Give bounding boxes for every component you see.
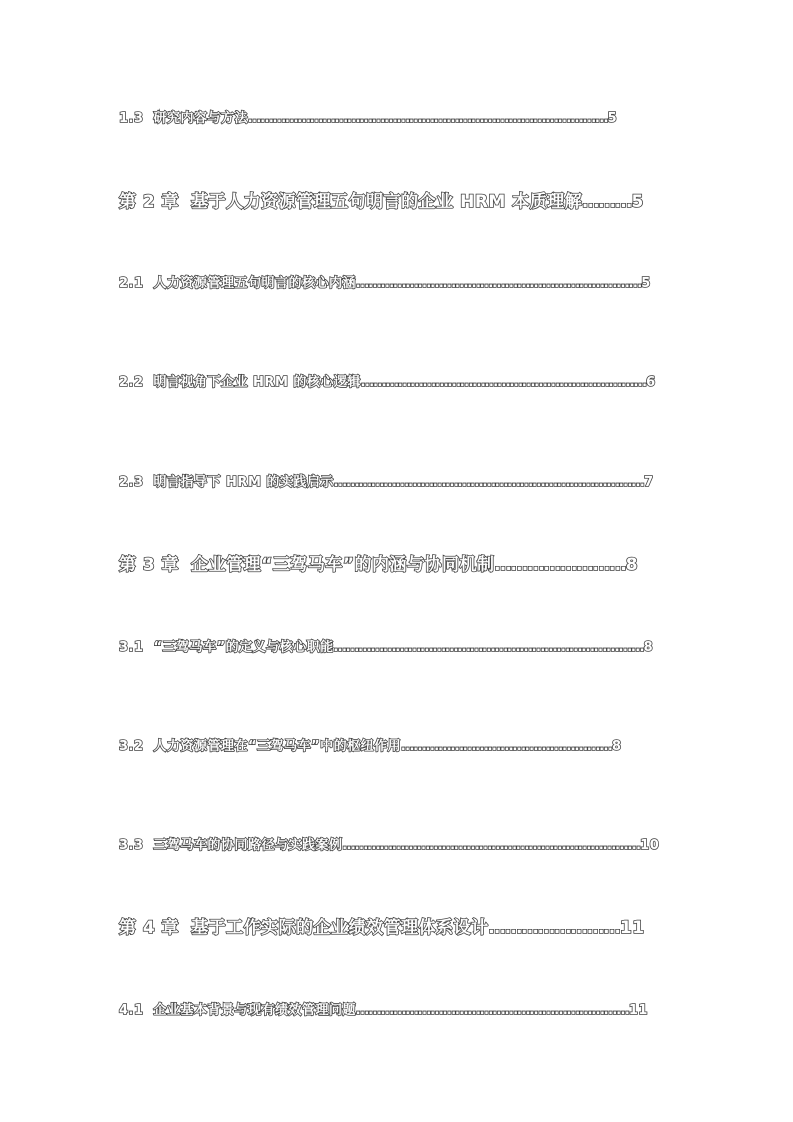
- toc-entry-3-2[interactable]: [119, 735, 621, 754]
- toc-entry-title: 企业管理“三驾马车”的内涵与协同机制: [191, 555, 495, 575]
- toc-entry-title: 企业基本背景与现有绩效管理问题: [153, 1003, 357, 1018]
- toc-entry-leader: ……………………………………………………………………………: [248, 111, 608, 126]
- toc-entry-leader: ……………………………………………………………: [360, 375, 647, 390]
- toc-entry-number: 2.3: [119, 475, 144, 490]
- toc-entry-title: 人力资源管理五句明言的核心内涵: [153, 276, 357, 291]
- toc-entry-number: 第 3 章: [119, 555, 180, 575]
- toc-entry-leader: ……………………………………………………………: [356, 276, 642, 291]
- toc-entry-2-2[interactable]: [119, 371, 656, 390]
- toc-entry-title: 明言指导下 HRM 的实践启示: [153, 475, 334, 490]
- toc-entry-number: 3.3: [119, 838, 144, 853]
- toc-entry-title: 人力资源管理在“三驾马车”中的枢纽作用: [153, 739, 402, 754]
- toc-entry-4-1[interactable]: [119, 999, 648, 1018]
- toc-entry-title: “三驾马车”的定义与核心职能: [153, 640, 334, 655]
- toc-entry-leader: …………………………………………………………………: [333, 475, 644, 490]
- toc-entry-page: 8: [643, 640, 654, 655]
- toc-entry-title: 基于工作实际的企业绩效管理体系设计: [191, 918, 489, 938]
- toc-entry-page: 5: [631, 192, 644, 212]
- toc-entry-page: 11: [619, 918, 645, 938]
- toc-entry-leader: ……………………: [494, 555, 626, 575]
- toc-entry-number: 3.1: [119, 640, 144, 655]
- toc-entry-chapter-2[interactable]: [119, 187, 644, 212]
- toc-entry-number: 第 4 章: [119, 918, 180, 938]
- toc-entry-2-3[interactable]: [119, 471, 653, 490]
- toc-entry-page: 6: [646, 375, 656, 390]
- toc-entry-page: 11: [628, 1003, 648, 1018]
- toc-entry-chapter-3[interactable]: [119, 550, 638, 575]
- toc-entry-1-3[interactable]: [119, 107, 617, 126]
- toc-entry-leader: ……………………: [488, 918, 620, 938]
- toc-entry-number: 4.1: [119, 1003, 144, 1018]
- toc-entry-3-1[interactable]: [119, 636, 653, 655]
- toc-entry-number: 2.2: [119, 375, 144, 390]
- toc-entry-page: 8: [625, 555, 639, 575]
- toc-entry-chapter-4[interactable]: [119, 913, 645, 938]
- toc-entry-number: 2.1: [119, 276, 144, 291]
- toc-entry-leader: …………………………………………………………: [356, 1003, 629, 1018]
- toc-entry-page: 8: [611, 739, 622, 754]
- toc-entry-page: 5: [607, 111, 618, 126]
- toc-entry-3-3[interactable]: [119, 834, 659, 853]
- toc-entry-page: 7: [643, 475, 654, 490]
- toc-entry-number: 第 2 章: [119, 192, 180, 212]
- toc-entry-title: 基于人力资源管理五句明言的企业 HRM 本质理解: [191, 192, 583, 212]
- toc-entry-leader: ………………………………………………………………: [342, 838, 641, 853]
- toc-entry-number: 1.3: [119, 111, 144, 126]
- toc-entry-title: 研究内容与方法: [153, 111, 249, 126]
- toc-entry-leader: …………………………………………………………………: [333, 640, 644, 655]
- toc-entry-2-1[interactable]: [119, 272, 651, 291]
- toc-entry-leader: ……………………………………………: [401, 739, 612, 754]
- toc-entry-page: 10: [640, 838, 660, 853]
- toc-entry-page: 5: [641, 276, 651, 291]
- toc-entry-leader: ………: [582, 192, 632, 212]
- toc-entry-title: 三驾马车的协同路径与实践案例: [153, 838, 343, 853]
- toc-entry-number: 3.2: [119, 739, 144, 754]
- toc-entry-title: 明言视角下企业 HRM 的核心逻辑: [153, 375, 361, 390]
